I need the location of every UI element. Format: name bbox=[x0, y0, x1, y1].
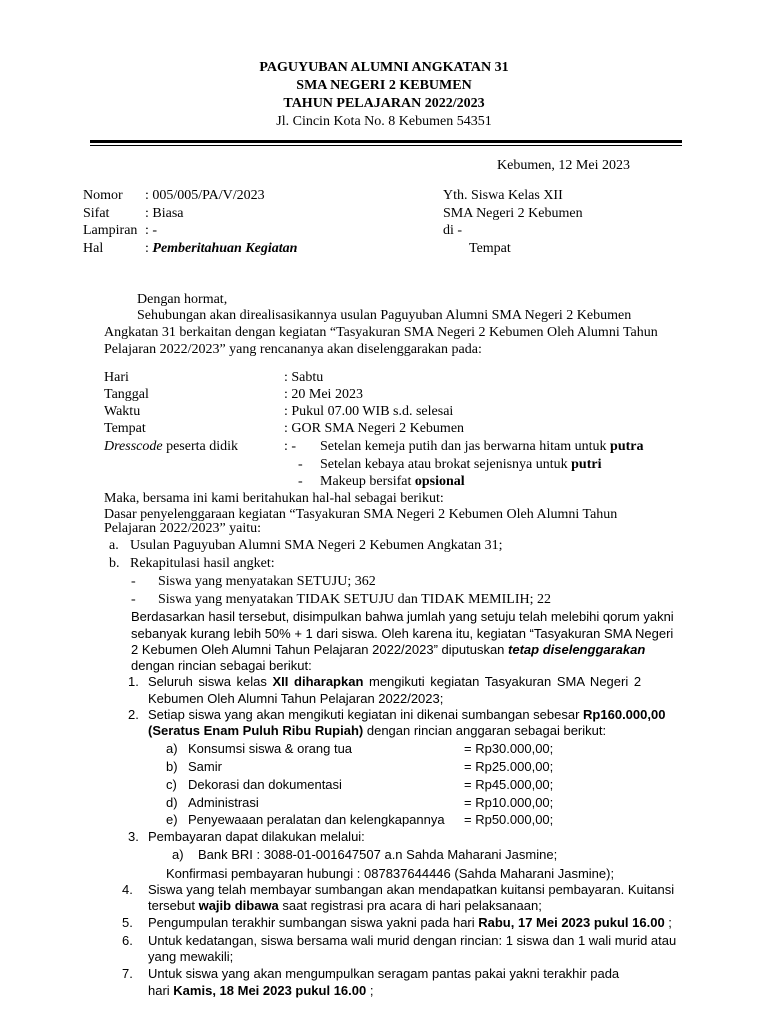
body-dasar2: Pelajaran 2022/2023” yaitu: bbox=[104, 521, 262, 536]
budget-amount-c: = Rp45.000,00; bbox=[464, 777, 554, 792]
item-3-text: Pembayaran dapat dilakukan melalui: bbox=[148, 829, 365, 844]
letterhead-line2: SMA NEGERI 2 KEBUMEN bbox=[296, 78, 472, 93]
item-7-text-d: ; bbox=[366, 983, 374, 998]
event-value-tempat: : GOR SMA Negeri 2 Kebumen bbox=[284, 421, 465, 436]
conclusion-line2: sebanyak kurang lebih 50% + 1 dari siswa. Oleh karena itu, kegiatan “Tasyakuran SMA Negeri bbox=[131, 626, 674, 641]
stat-tidak-setuju: Siswa yang menyatakan TIDAK SETUJU dan TIDAK MEMILIH; 22 bbox=[158, 592, 551, 607]
event-value-waktu: : Pukul 07.00 WIB s.d. selesai bbox=[284, 404, 454, 419]
event-value-tanggal: : 20 Mei 2023 bbox=[284, 387, 363, 402]
item-7-line1: Untuk siswa yang akan mengumpulkan seragam pantas pakai yakni terakhir pada bbox=[148, 966, 620, 981]
letter-date: Kebumen, 12 Mei 2023 bbox=[497, 158, 630, 173]
item-7-line2 bbox=[148, 983, 373, 998]
event-label-waktu: Waktu bbox=[104, 404, 141, 419]
item-5-number: 5. bbox=[122, 915, 133, 930]
dresscode-item-2-text: Setelan kebaya atau brokat sejenisnya untuk bbox=[320, 457, 572, 472]
event-label-tempat: Tempat bbox=[104, 421, 146, 436]
item-7-number: 7. bbox=[122, 966, 133, 981]
stat-setuju: Siswa yang menyatakan SETUJU; 362 bbox=[158, 574, 376, 589]
dresscode-dash-3: - bbox=[298, 474, 303, 489]
letterhead-line3: TAHUN PELAJARAN 2022/2023 bbox=[283, 96, 485, 111]
body-dasar1: Dasar penyelenggaraan kegiatan “Tasyakuran SMA Negeri 2 Kebumen Oleh Alumni Tahun bbox=[104, 507, 618, 522]
conclusion-line3 bbox=[131, 642, 645, 657]
conclusion-line1: Berdasarkan hasil tersebut, disimpulkan bahwa jumlah yang setuju telah melebihi qorum yakni bbox=[131, 609, 674, 624]
opening-p3: Pelajaran 2022/2023” yang rencananya akan diselenggarakan pada: bbox=[104, 342, 482, 357]
budget-label-b: Samir bbox=[188, 759, 222, 774]
greeting: Dengan hormat, bbox=[137, 292, 228, 307]
dresscode-colon: : - bbox=[284, 439, 297, 454]
list-b-marker: b. bbox=[109, 556, 120, 571]
meta-label-sifat: Sifat bbox=[83, 206, 110, 221]
item-2-line2 bbox=[148, 723, 606, 738]
item-3-number: 3. bbox=[128, 829, 139, 844]
budget-amount-a: = Rp30.000,00; bbox=[464, 741, 554, 756]
item-7-text-b: hari bbox=[148, 983, 174, 998]
item-4-text-d: saat registrasi pra acara di hari pelaksanaan; bbox=[278, 898, 542, 913]
item-2-line1 bbox=[148, 707, 665, 722]
recipient-line3: di - bbox=[443, 223, 463, 238]
item-1-class: XII bbox=[272, 674, 289, 689]
item-6-line2: yang mewakili; bbox=[148, 949, 234, 964]
event-value-hari: : Sabtu bbox=[284, 370, 324, 385]
letterhead-line1: PAGUYUBAN ALUMNI ANGKATAN 31 bbox=[259, 60, 509, 75]
meta-label-nomor: Nomor bbox=[83, 188, 123, 203]
dash-tidak: - bbox=[131, 592, 136, 607]
item-2-number: 2. bbox=[128, 707, 139, 722]
meta-hal-colon: : bbox=[145, 241, 153, 256]
meta-value-sifat: : Biasa bbox=[145, 206, 184, 221]
recipient-line2: SMA Negeri 2 Kebumen bbox=[443, 206, 583, 221]
dresscode-label-rest: peserta didik bbox=[162, 439, 238, 454]
dresscode-item-1-text: Setelan kemeja putih dan jas berwarna hitam untuk bbox=[320, 439, 611, 454]
event-label-tanggal: Tanggal bbox=[104, 387, 149, 402]
dash-setuju: - bbox=[131, 574, 136, 589]
item-7-deadline: Kamis, 18 Mei 2023 pukul 16.00 bbox=[173, 983, 367, 998]
dresscode-item-3-text: Makeup bersifat bbox=[320, 474, 415, 489]
event-label-hari: Hari bbox=[104, 370, 129, 385]
item-6-number: 6. bbox=[122, 933, 133, 948]
meta-value-lampiran: : - bbox=[145, 223, 158, 238]
dresscode-dash-2: - bbox=[298, 457, 303, 472]
meta-label-hal: Hal bbox=[83, 241, 104, 256]
payment-confirmation: Konfirmasi pembayaran hubungi : 087837644446 (Sahda Maharani Jasmine); bbox=[166, 866, 615, 881]
meta-hal-subject: Pemberitahuan Kegiatan bbox=[152, 241, 298, 256]
budget-amount-e: = Rp50.000,00; bbox=[464, 812, 554, 827]
budget-amount-b: = Rp25.000,00; bbox=[464, 759, 554, 774]
dresscode-label-italic: Dresscode bbox=[104, 439, 163, 454]
item-4-text-b: tersebut bbox=[148, 898, 199, 913]
budget-key-d: d) bbox=[166, 795, 178, 810]
dresscode-item-3-bold: opsional bbox=[414, 474, 465, 489]
budget-label-a: Konsumsi siswa & orang tua bbox=[188, 741, 353, 756]
dresscode-item-1-bold: putra bbox=[610, 439, 644, 454]
dresscode-label bbox=[104, 439, 238, 455]
item-5-text-c: ; bbox=[664, 915, 672, 930]
item-4-line1: Siswa yang telah membayar sumbangan akan mendapatkan kuitansi pembayaran. Kuitansi bbox=[148, 882, 675, 897]
list-a-marker: a. bbox=[109, 538, 119, 553]
dresscode-item-3 bbox=[320, 474, 465, 490]
recipient-line1: Yth. Siswa Kelas XII bbox=[443, 188, 563, 203]
budget-key-b: b) bbox=[166, 759, 178, 774]
dresscode-item-1 bbox=[320, 439, 643, 455]
recipient-line4: Tempat bbox=[469, 241, 511, 256]
body-maka: Maka, bersama ini kami beritahukan hal-hal sebagai berikut: bbox=[104, 491, 444, 506]
meta-label-lampiran: Lampiran bbox=[83, 223, 138, 238]
opening-p2: Angkatan 31 berkaitan dengan kegiatan “Tasyakuran SMA Negeri 2 Kebumen Oleh Alumni Tahun bbox=[104, 325, 658, 340]
dresscode-item-2 bbox=[320, 457, 601, 473]
item-5-deadline: Rabu, 17 Mei 2023 pukul 16.00 bbox=[478, 915, 665, 930]
conclusion-line3-text: 2 Kebumen Oleh Alumni Tahun Pelajaran 2022/2023” diputuskan bbox=[131, 642, 509, 657]
item-1-text-e: mengikuti kegiatan Tasyakuran SMA Negeri 2 bbox=[363, 674, 642, 689]
conclusion-line4: dengan rincian sebagai berikut: bbox=[131, 658, 312, 673]
item-2-amount: Rp160.000,00 bbox=[583, 707, 666, 722]
item-2-text-d: dengan rincian anggaran sebagai berikut: bbox=[363, 723, 607, 738]
item-1-text-a: Seluruh siswa kelas bbox=[148, 674, 273, 689]
header-rule-thick bbox=[90, 140, 682, 143]
budget-key-a: a) bbox=[166, 741, 178, 756]
item-1-line1 bbox=[148, 674, 641, 689]
item-4-required: wajib dibawa bbox=[198, 898, 279, 913]
budget-key-c: c) bbox=[166, 777, 177, 792]
meta-value-nomor: : 005/005/PA/V/2023 bbox=[145, 188, 265, 203]
budget-label-e: Penyewaaan peralatan dan kelengkapannya bbox=[188, 812, 445, 827]
bank-key: a) bbox=[172, 847, 184, 862]
budget-label-d: Administrasi bbox=[188, 795, 259, 810]
budget-label-c: Dekorasi dan dokumentasi bbox=[188, 777, 342, 792]
budget-amount-d: = Rp10.000,00; bbox=[464, 795, 554, 810]
item-1-diharapkan: diharapkan bbox=[294, 674, 364, 689]
bank-account: Bank BRI : 3088-01-001647507 a.n Sahda Maharani Jasmine; bbox=[198, 847, 558, 862]
item-1-line2: Kebumen Oleh Alumni Tahun Pelajaran 2022/2023; bbox=[148, 691, 444, 706]
item-4-line2 bbox=[148, 898, 542, 913]
list-b-text: Rekapitulasi hasil angket: bbox=[130, 556, 275, 571]
conclusion-decision: tetap diselenggarakan bbox=[508, 642, 646, 657]
item-2-text-a: Setiap siswa yang akan mengikuti kegiatan ini dikenai sumbangan sebesar bbox=[148, 707, 584, 722]
item-4-number: 4. bbox=[122, 882, 133, 897]
header-rule-thin bbox=[90, 145, 682, 146]
budget-key-e: e) bbox=[166, 812, 178, 827]
dresscode-item-2-bold: putri bbox=[571, 457, 602, 472]
item-6-line1: Untuk kedatangan, siswa bersama wali murid dengan rincian: 1 siswa dan 1 wali murid atau bbox=[148, 933, 677, 948]
item-5-text-a: Pengumpulan terakhir sumbangan siswa yakni pada hari bbox=[148, 915, 479, 930]
item-5-text bbox=[148, 915, 672, 930]
item-1-number: 1. bbox=[128, 674, 139, 689]
list-a-text: Usulan Paguyuban Alumni SMA Negeri 2 Kebumen Angkatan 31; bbox=[130, 538, 503, 553]
item-2-amount-words: (Seratus Enam Puluh Ribu Rupiah) bbox=[148, 723, 364, 738]
letterhead-address: Jl. Cincin Kota No. 8 Kebumen 54351 bbox=[276, 114, 492, 129]
meta-value-hal bbox=[145, 241, 297, 257]
opening-p1: Sehubungan akan direalisasikannya usulan Paguyuban Alumni SMA Negeri 2 Kebumen bbox=[137, 308, 632, 323]
